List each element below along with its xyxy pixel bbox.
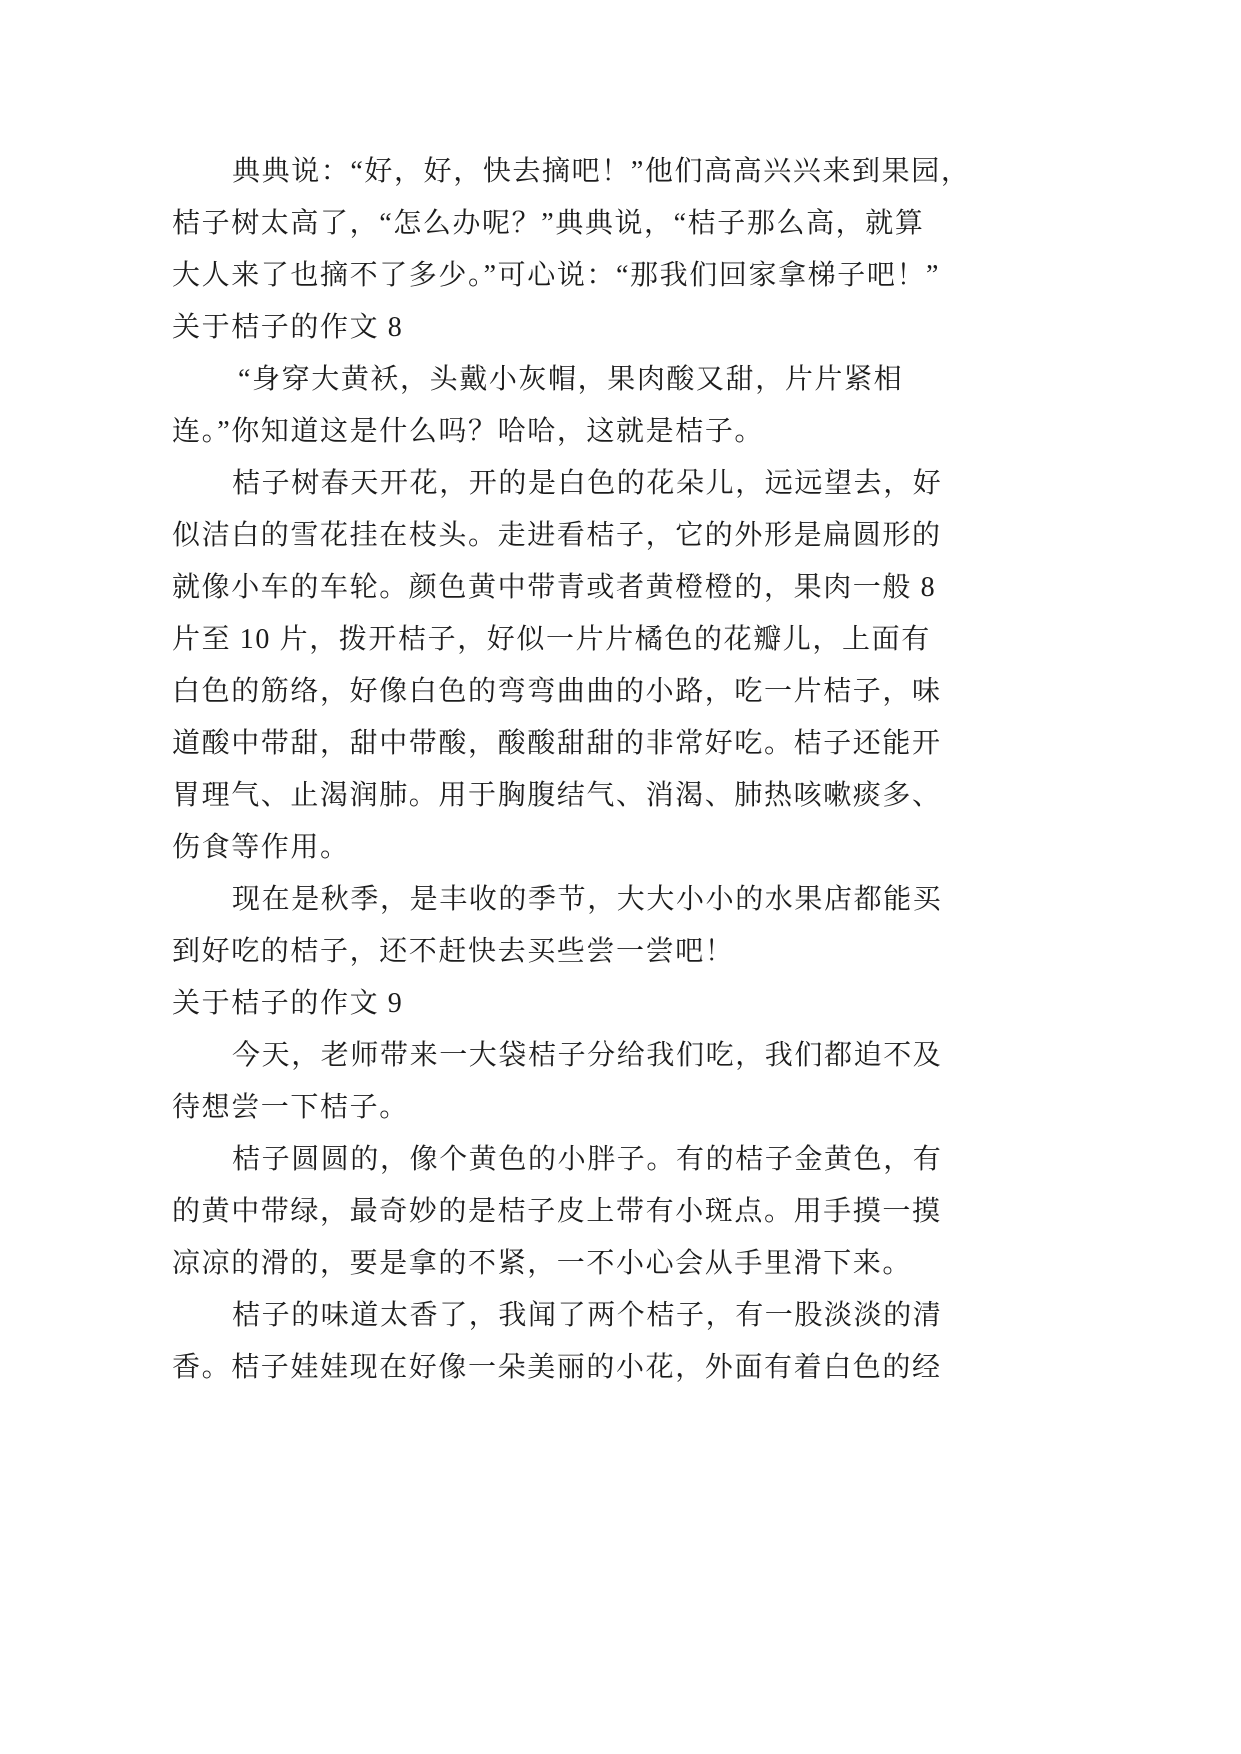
text-line: 白色的筋络，好像白色的弯弯曲曲的小路，吃一片桔子，味 [172,676,942,707]
text-line: 桔子圆圆的，像个黄色的小胖子。有的桔子金黄色，有 [232,1144,943,1175]
paragraph [172,1030,1112,1134]
paragraph [172,458,1112,874]
text-line: 到好吃的桔子，还不赶快去买些尝一尝吧！ [172,936,735,967]
heading-text: 关于桔子的作文 8 [172,312,404,343]
text-line: 现在是秋季，是丰收的季节，大大小小的水果店都能买 [232,884,943,915]
text-line: 的黄中带绿，最奇妙的是桔子皮上带有小斑点。用手摸一摸 [172,1196,942,1227]
paragraph [172,874,1112,978]
text-line: 桔子树春天开花，开的是白色的花朵儿，远远望去，好 [232,468,943,499]
text-line: 就像小车的车轮。颜色黄中带青或者黄橙橙的，果肉一般 8 [172,572,937,603]
text-line: 胃理气、止渴润肺。用于胸腹结气、消渴、肺热咳嗽痰多、 [172,780,942,811]
heading-text: 关于桔子的作文 9 [172,988,404,1019]
document-body [172,146,1112,1394]
text-line: 似洁白的雪花挂在枝头。走进看桔子，它的外形是扁圆形的 [172,520,942,551]
section-heading [172,978,1112,1030]
text-line: 道酸中带甜，甜中带酸，酸酸甜甜的非常好吃。桔子还能开 [172,728,942,759]
text-line: 伤食等作用。 [172,832,350,863]
text-line: “身穿大黄袄，头戴小灰帽，果肉酸又甜，片片紧相 [238,364,904,395]
paragraph [172,354,1112,458]
text-line: 桔子树太高了，“怎么办呢？”典典说，“桔子那么高，就算 [172,208,925,239]
paragraph [172,1134,1112,1290]
paragraph [172,1290,1112,1394]
text-line: 香。桔子娃娃现在好像一朵美丽的小花，外面有着白色的经 [172,1352,942,1383]
text-line: 凉凉的滑的，要是拿的不紧，一不小心会从手里滑下来。 [172,1248,913,1279]
section-heading [172,302,1112,354]
text-line: 待想尝一下桔子。 [172,1092,409,1123]
text-line: 典典说：“好，好，快去摘吧！”他们高高兴兴来到果园， [232,156,971,187]
text-line: 桔子的味道太香了，我闻了两个桔子，有一股淡淡的清 [232,1300,943,1331]
text-line: 大人来了也摘不了多少。”可心说：“那我们回家拿梯子吧！” [172,260,941,291]
paragraph [172,146,1112,302]
text-line: 连。”你知道这是什么吗？哈哈，这就是桔子。 [172,416,765,447]
text-line: 今天，老师带来一大袋桔子分给我们吃，我们都迫不及 [232,1040,943,1071]
text-line: 片至 10 片，拨开桔子，好似一片片橘色的花瓣儿，上面有 [172,624,931,655]
